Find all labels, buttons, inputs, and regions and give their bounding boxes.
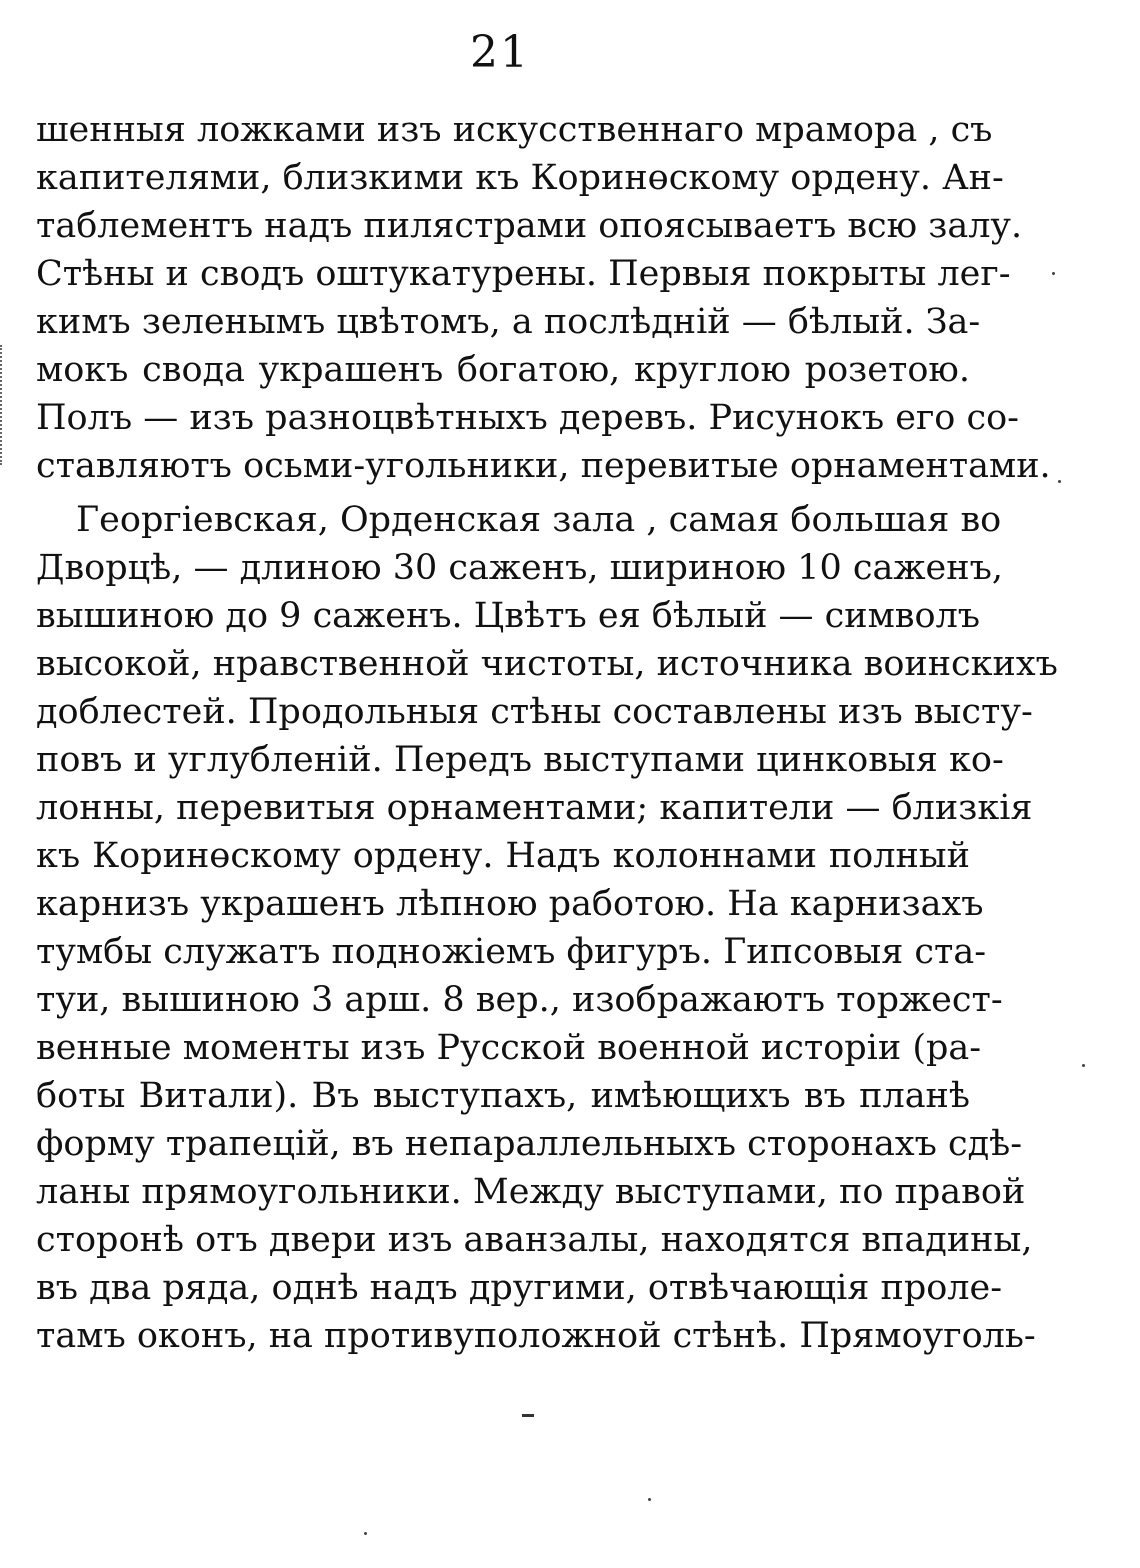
text-line: туи, вышиною 3 арш. 8 вер., изображаютъ торжест- <box>36 980 1003 1020</box>
text-line: ставляютъ осьми-угольники, перевитые орнаментами. <box>36 446 1051 486</box>
margin-marks <box>0 345 6 465</box>
text-line: въ два ряда, однѣ надъ другими, отвѣчающія проле- <box>36 1268 1003 1308</box>
text-line: таблементъ надъ пилястрами опоясываетъ всю залу. <box>36 206 1023 246</box>
speck <box>1052 272 1055 275</box>
text-line: ланы прямоугольники. Между выступами, по правой <box>36 1172 1026 1212</box>
text-line: шенныя ложками изъ искусственнаго мрамора , съ <box>36 110 993 150</box>
text-line: карнизъ украшенъ лѣпною работою. На карнизахъ <box>36 884 984 924</box>
text-line: форму трапецій, въ непараллельныхъ сторонахъ сдѣ- <box>36 1124 1023 1164</box>
text-line: лонны, перевитыя орнаментами; капители — близкія <box>36 788 1033 828</box>
text-line: Полъ — изъ разноцвѣтныхъ деревъ. Рисунокъ его со- <box>36 398 1020 438</box>
text-line: Стѣны и сводъ оштукатурены. Первыя покрыты лег- <box>36 254 1011 294</box>
speck <box>1082 1064 1085 1067</box>
text-line: кимъ зеленымъ цвѣтомъ, а послѣдній — бѣлый. За- <box>36 302 981 342</box>
dash-mark <box>522 1414 534 1417</box>
text-line: Георгіевская, Орденская зала , самая большая во <box>76 500 1002 540</box>
speck <box>364 1532 367 1535</box>
text-line: тамъ оконъ, на противуположной стѣнѣ. Прямоуголь- <box>36 1316 1036 1356</box>
page-number: 21 <box>470 27 530 78</box>
text-line: тумбы служатъ подножіемъ фигуръ. Гипсовыя ста- <box>36 932 987 972</box>
text-line: Дворцѣ, — длиною 30 саженъ, шириною 10 саженъ, <box>36 548 1003 588</box>
text-line: повъ и углубленій. Передъ выступами цинковыя ко- <box>36 740 1004 780</box>
text-line: капителями, близкими къ Коринөскому ордену. Ан- <box>36 158 1004 198</box>
text-line: венные моменты изъ Русской военной исторіи (ра- <box>36 1028 982 1068</box>
speck <box>648 1498 651 1501</box>
text-line: къ Коринөскому ордену. Надъ колоннами полный <box>36 836 970 876</box>
text-line: сторонѣ отъ двери изъ аванзалы, находятся впадины, <box>36 1220 1033 1260</box>
speck <box>1058 480 1061 483</box>
text-block <box>36 106 1058 1360</box>
text-line: боты Витали). Въ выступахъ, имѣющихъ въ планѣ <box>36 1076 970 1116</box>
text-line: мокъ свода украшенъ богатою, круглою розетою. <box>36 350 970 390</box>
text-line: доблестей. Продольныя стѣны составлены изъ высту- <box>36 692 1033 732</box>
text-line: высокой, нравственной чистоты, источника воинскихъ <box>36 644 1058 684</box>
text-line: вышиною до 9 саженъ. Цвѣтъ ея бѣлый — символъ <box>36 596 981 636</box>
